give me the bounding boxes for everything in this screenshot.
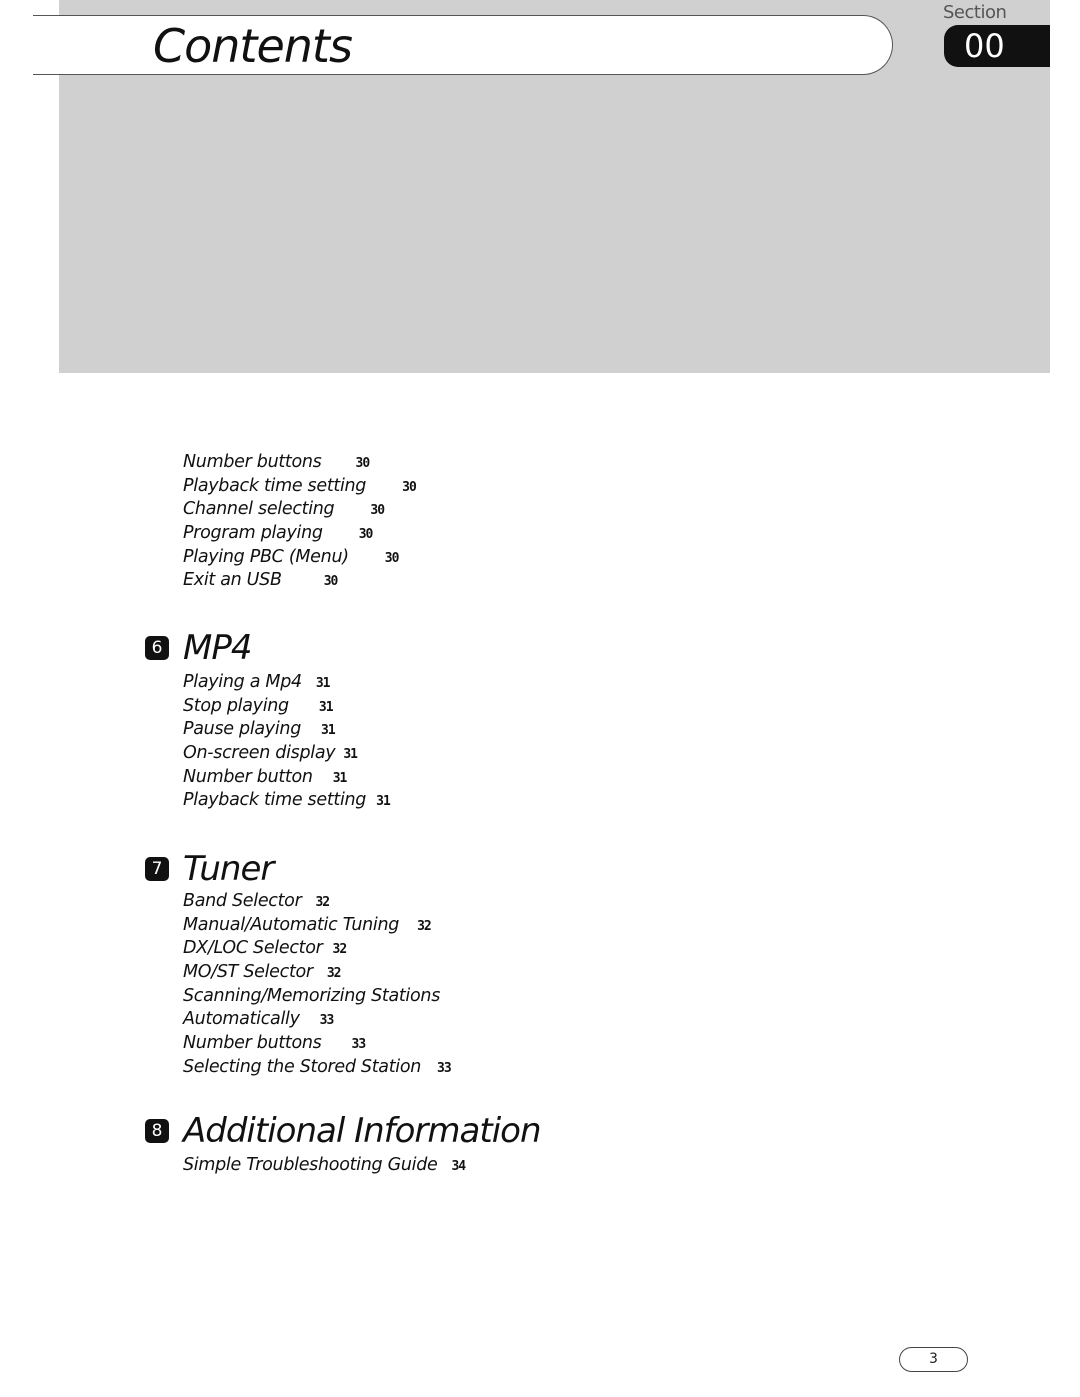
section-heading-additional-information[interactable]	[145, 1111, 541, 1151]
toc-entry-page: 31	[321, 723, 335, 739]
toc-entry-title: Playing a Mp4	[183, 672, 302, 692]
section-heading-tuner[interactable]	[145, 849, 273, 889]
toc-entry[interactable]	[183, 569, 416, 593]
page-title: Contents	[153, 19, 352, 73]
toc-entry[interactable]	[183, 546, 416, 570]
toc-entry-page: 30	[358, 527, 373, 543]
toc-entry-page: 32	[326, 966, 341, 982]
toc-entry-page: 31	[318, 699, 333, 715]
toc-entry[interactable]	[183, 985, 451, 1009]
toc-entry[interactable]	[183, 1008, 451, 1032]
toc-entry[interactable]	[183, 718, 390, 742]
toc-entry-title: Program playing	[183, 523, 323, 544]
toc-entry-page: 31	[343, 747, 357, 763]
toc-entry-title: Stop playing	[183, 695, 289, 716]
toc-entry-title: Simple Troubleshooting Guide	[183, 1155, 438, 1175]
intro-entry-list	[183, 451, 416, 593]
toc-entry[interactable]	[183, 766, 390, 790]
toc-entry-title: Playback time setting	[183, 475, 367, 496]
section-title-mp4: MP4	[183, 628, 252, 668]
toc-entry[interactable]	[183, 789, 390, 813]
toc-entry[interactable]	[183, 1032, 451, 1056]
toc-entry-page: 32	[332, 942, 347, 958]
toc-entry-title: Exit an USB	[183, 570, 282, 591]
toc-entry-page: 33	[319, 1013, 334, 1029]
toc-entry-title: Channel selecting	[183, 499, 335, 520]
additional-information-entry-list	[183, 1154, 465, 1178]
toc-entry-title: MO/ST Selector	[183, 962, 313, 983]
tuner-entry-list	[183, 890, 451, 1080]
toc-entry-title: Manual/Automatic Tuning	[183, 914, 400, 935]
toc-entry-page: 30	[355, 456, 370, 471]
toc-entry-title: Playing PBC (Menu)	[183, 546, 349, 567]
toc-entry[interactable]	[183, 498, 416, 522]
toc-entry-title: On-screen display	[183, 743, 336, 764]
toc-entry-page: 33	[351, 1037, 366, 1053]
toc-entry-title: Automatically	[183, 1009, 300, 1030]
toc-entry-page: 33	[437, 1060, 451, 1076]
toc-entry[interactable]	[183, 522, 416, 546]
toc-entry-title: Selecting the Stored Station	[183, 1056, 422, 1077]
toc-entry-title: Band Selector	[183, 891, 302, 911]
section-number-8: 8	[145, 1119, 169, 1143]
section-title-additional-information: Additional Information	[183, 1111, 541, 1151]
toc-entry[interactable]	[183, 1154, 465, 1178]
toc-entry-title: Number button	[183, 766, 313, 787]
toc-entry[interactable]	[183, 451, 416, 475]
toc-entry-page: 32	[315, 895, 330, 910]
section-title-tuner: Tuner	[183, 849, 274, 889]
section-number-6: 6	[145, 636, 169, 660]
toc-entry-title: Number buttons	[183, 452, 322, 472]
toc-entry-page: 31	[376, 794, 390, 810]
toc-entry-title: Number buttons	[183, 1033, 322, 1054]
toc-entry-page: 30	[402, 479, 416, 495]
mp4-entry-list	[183, 671, 390, 813]
title-banner	[33, 15, 893, 75]
section-label: Section	[943, 2, 1007, 23]
toc-entry-page: 34	[451, 1159, 466, 1174]
toc-entry-page: 32	[417, 918, 431, 934]
toc-entry-title: Scanning/Memorizing Stations	[183, 985, 441, 1006]
toc-entry[interactable]	[183, 890, 451, 914]
toc-entry[interactable]	[183, 742, 390, 766]
toc-entry-page: 31	[315, 676, 330, 691]
toc-entry[interactable]	[183, 914, 451, 938]
section-number-7: 7	[145, 857, 169, 881]
toc-entry-title: Pause playing	[183, 719, 302, 740]
toc-entry-page: 30	[323, 574, 338, 590]
toc-entry[interactable]	[183, 1056, 451, 1080]
toc-entry-title: Playback time setting	[183, 790, 367, 811]
toc-entry-title: DX/LOC Selector	[183, 938, 323, 959]
toc-entry-page: 31	[332, 770, 347, 786]
toc-entry-page: 30	[370, 503, 385, 519]
toc-entry[interactable]	[183, 695, 390, 719]
toc-entry[interactable]	[183, 937, 451, 961]
toc-entry[interactable]	[183, 671, 390, 695]
section-number-badge: 00	[944, 25, 1050, 67]
toc-entry[interactable]	[183, 475, 416, 499]
page-number: 3	[899, 1347, 968, 1372]
toc-entry[interactable]	[183, 961, 451, 985]
section-heading-mp4[interactable]	[145, 628, 251, 668]
toc-entry-page: 30	[384, 550, 399, 566]
